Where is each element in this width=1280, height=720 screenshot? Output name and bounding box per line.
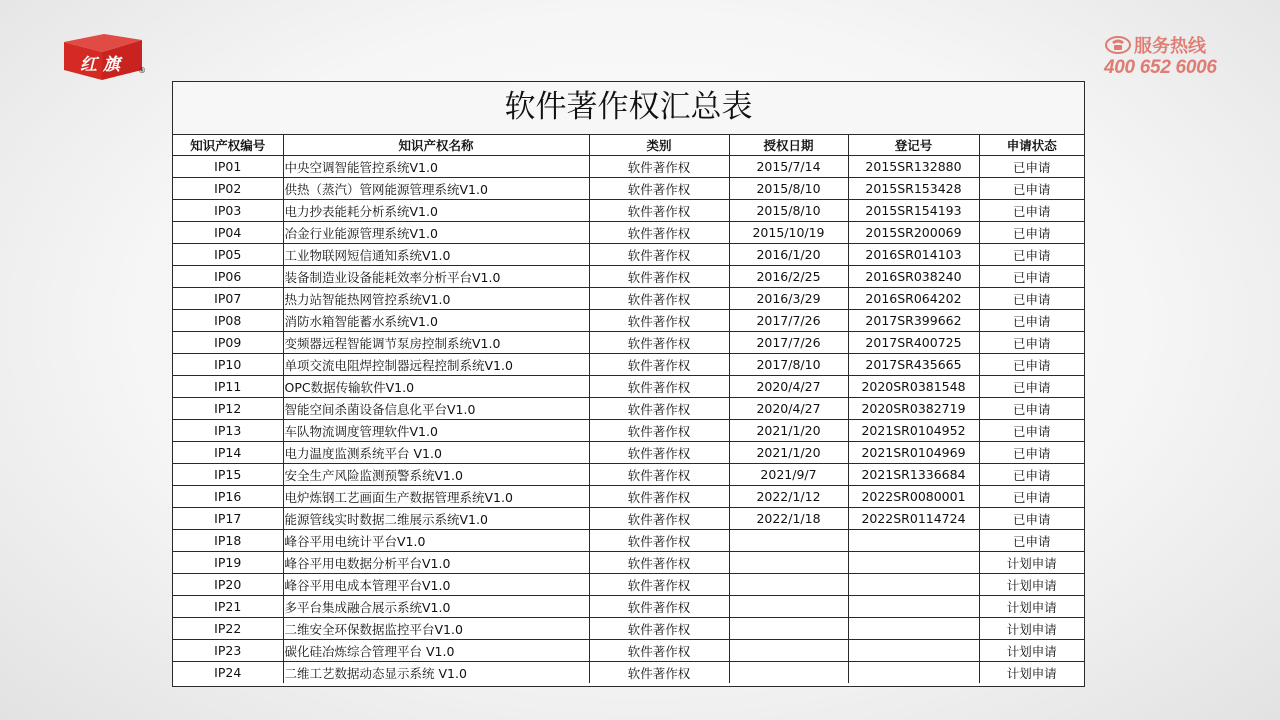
cell-registration-no: 2021SR1336684 xyxy=(848,464,979,486)
cell-grant-date xyxy=(729,552,848,574)
cell-status: 计划申请 xyxy=(979,574,1084,596)
cell-status: 已申请 xyxy=(979,244,1084,266)
cell-ip-id: IP17 xyxy=(173,508,283,530)
cell-grant-date xyxy=(729,662,848,684)
header-grant-date: 授权日期 xyxy=(729,135,848,156)
cell-category: 软件著作权 xyxy=(589,332,729,354)
cell-grant-date xyxy=(729,530,848,552)
cell-ip-id: IP05 xyxy=(173,244,283,266)
cell-status: 已申请 xyxy=(979,288,1084,310)
cell-ip-name: 碳化硅冶炼综合管理平台 V1.0 xyxy=(283,640,589,662)
table-row xyxy=(173,464,1084,486)
cell-registration-no: 2017SR400725 xyxy=(848,332,979,354)
cell-registration-no: 2021SR0104952 xyxy=(848,420,979,442)
cell-ip-id: IP01 xyxy=(173,156,283,178)
table-row xyxy=(173,156,1084,178)
cell-category: 软件著作权 xyxy=(589,508,729,530)
cell-ip-id: IP18 xyxy=(173,530,283,552)
table-row xyxy=(173,530,1084,552)
cell-category: 软件著作权 xyxy=(589,354,729,376)
table-row xyxy=(173,244,1084,266)
cell-category: 软件著作权 xyxy=(589,662,729,684)
cell-grant-date: 2016/2/25 xyxy=(729,266,848,288)
table-row xyxy=(173,508,1084,530)
cell-grant-date xyxy=(729,640,848,662)
cell-registration-no xyxy=(848,552,979,574)
cell-registration-no: 2022SR0080001 xyxy=(848,486,979,508)
table-row xyxy=(173,288,1084,310)
cell-ip-name: 热力站智能热网管控系统V1.0 xyxy=(283,288,589,310)
cell-ip-name: 峰谷平用电成本管理平台V1.0 xyxy=(283,574,589,596)
header-status: 申请状态 xyxy=(979,135,1084,156)
cell-registration-no: 2015SR154193 xyxy=(848,200,979,222)
cell-registration-no xyxy=(848,618,979,640)
cell-registration-no: 2020SR0381548 xyxy=(848,376,979,398)
cell-grant-date: 2020/4/27 xyxy=(729,376,848,398)
cell-registration-no xyxy=(848,596,979,618)
cell-grant-date xyxy=(729,618,848,640)
table-row xyxy=(173,354,1084,376)
table-row xyxy=(173,376,1084,398)
table-row xyxy=(173,420,1084,442)
cell-status: 已申请 xyxy=(979,530,1084,552)
cell-ip-id: IP16 xyxy=(173,486,283,508)
cell-status: 已申请 xyxy=(979,156,1084,178)
table-row xyxy=(173,442,1084,464)
cell-registration-no xyxy=(848,640,979,662)
cell-status: 计划申请 xyxy=(979,618,1084,640)
table-header-row xyxy=(173,135,1084,156)
table-row xyxy=(173,178,1084,200)
cell-ip-name: 智能空间杀菌设备信息化平台V1.0 xyxy=(283,398,589,420)
cell-ip-name: 变频器远程智能调节泵房控制系统V1.0 xyxy=(283,332,589,354)
sheet-title: 软件著作权汇总表 xyxy=(173,82,1084,135)
cell-status: 已申请 xyxy=(979,266,1084,288)
cell-category: 软件著作权 xyxy=(589,200,729,222)
cell-category: 软件著作权 xyxy=(589,618,729,640)
cell-category: 软件著作权 xyxy=(589,398,729,420)
cell-grant-date: 2021/1/20 xyxy=(729,420,848,442)
table-row xyxy=(173,618,1084,640)
cell-ip-name: 中央空调智能管控系统V1.0 xyxy=(283,156,589,178)
cell-ip-name: 单项交流电阻焊控制器远程控制系统V1.0 xyxy=(283,354,589,376)
cell-grant-date: 2017/8/10 xyxy=(729,354,848,376)
header-ip-name: 知识产权名称 xyxy=(283,135,589,156)
table-row xyxy=(173,574,1084,596)
cell-ip-name: 二维工艺数据动态显示系统 V1.0 xyxy=(283,662,589,684)
cell-status: 已申请 xyxy=(979,222,1084,244)
cell-status: 已申请 xyxy=(979,354,1084,376)
cell-grant-date: 2017/7/26 xyxy=(729,310,848,332)
cell-registration-no: 2022SR0114724 xyxy=(848,508,979,530)
cell-grant-date: 2015/7/14 xyxy=(729,156,848,178)
cell-grant-date: 2017/7/26 xyxy=(729,332,848,354)
cell-ip-name: 二维安全环保数据监控平台V1.0 xyxy=(283,618,589,640)
cell-ip-name: 多平台集成融合展示系统V1.0 xyxy=(283,596,589,618)
cell-category: 软件著作权 xyxy=(589,442,729,464)
cell-registration-no: 2016SR014103 xyxy=(848,244,979,266)
table-row xyxy=(173,552,1084,574)
cell-ip-id: IP23 xyxy=(173,640,283,662)
cell-grant-date: 2022/1/12 xyxy=(729,486,848,508)
cell-grant-date xyxy=(729,574,848,596)
cell-ip-id: IP20 xyxy=(173,574,283,596)
cell-ip-name: 车队物流调度管理软件V1.0 xyxy=(283,420,589,442)
cell-registration-no xyxy=(848,662,979,684)
cell-ip-id: IP14 xyxy=(173,442,283,464)
cell-status: 已申请 xyxy=(979,420,1084,442)
cell-ip-id: IP09 xyxy=(173,332,283,354)
cell-grant-date: 2015/10/19 xyxy=(729,222,848,244)
cell-ip-name: 安全生产风险监测预警系统V1.0 xyxy=(283,464,589,486)
hotline-label: 服务热线 xyxy=(1134,36,1206,56)
cell-registration-no: 2020SR0382719 xyxy=(848,398,979,420)
cell-ip-id: IP21 xyxy=(173,596,283,618)
cell-status: 已申请 xyxy=(979,376,1084,398)
cell-category: 软件著作权 xyxy=(589,420,729,442)
cell-ip-name: 电力温度监测系统平台 V1.0 xyxy=(283,442,589,464)
table-row xyxy=(173,310,1084,332)
cell-ip-id: IP11 xyxy=(173,376,283,398)
table-row xyxy=(173,662,1084,684)
cell-category: 软件著作权 xyxy=(589,574,729,596)
cell-registration-no: 2016SR064202 xyxy=(848,288,979,310)
copyright-table xyxy=(173,135,1084,683)
cell-ip-name: 冶金行业能源管理系统V1.0 xyxy=(283,222,589,244)
cell-grant-date: 2020/4/27 xyxy=(729,398,848,420)
cell-status: 计划申请 xyxy=(979,662,1084,684)
header-ip-id: 知识产权编号 xyxy=(173,135,283,156)
cell-registration-no: 2021SR0104969 xyxy=(848,442,979,464)
cell-ip-id: IP02 xyxy=(173,178,283,200)
phone-icon xyxy=(1104,35,1132,55)
cell-status: 计划申请 xyxy=(979,640,1084,662)
cell-category: 软件著作权 xyxy=(589,640,729,662)
hotline-number: 400 652 6006 xyxy=(1104,57,1217,78)
cell-grant-date: 2015/8/10 xyxy=(729,200,848,222)
cell-ip-id: IP06 xyxy=(173,266,283,288)
cell-status: 已申请 xyxy=(979,486,1084,508)
registered-mark: ® xyxy=(138,66,146,75)
cell-category: 软件著作权 xyxy=(589,486,729,508)
cell-ip-name: OPC数据传输软件V1.0 xyxy=(283,376,589,398)
cell-category: 软件著作权 xyxy=(589,156,729,178)
cell-category: 软件著作权 xyxy=(589,310,729,332)
table-row xyxy=(173,222,1084,244)
cell-ip-id: IP15 xyxy=(173,464,283,486)
cell-category: 软件著作权 xyxy=(589,530,729,552)
cell-category: 软件著作权 xyxy=(589,244,729,266)
cell-ip-id: IP13 xyxy=(173,420,283,442)
cell-ip-id: IP24 xyxy=(173,662,283,684)
cell-registration-no: 2017SR399662 xyxy=(848,310,979,332)
cell-ip-id: IP07 xyxy=(173,288,283,310)
cell-status: 计划申请 xyxy=(979,596,1084,618)
cell-ip-name: 消防水箱智能蓄水系统V1.0 xyxy=(283,310,589,332)
brand-logo xyxy=(62,34,148,82)
service-hotline xyxy=(1104,34,1224,80)
cell-ip-id: IP22 xyxy=(173,618,283,640)
cell-ip-name: 工业物联网短信通知系统V1.0 xyxy=(283,244,589,266)
cell-category: 软件著作权 xyxy=(589,266,729,288)
cell-status: 已申请 xyxy=(979,178,1084,200)
cell-status: 已申请 xyxy=(979,442,1084,464)
cell-ip-name: 供热（蒸汽）管网能源管理系统V1.0 xyxy=(283,178,589,200)
cell-ip-id: IP19 xyxy=(173,552,283,574)
cell-status: 已申请 xyxy=(979,310,1084,332)
table-row xyxy=(173,332,1084,354)
cell-ip-id: IP10 xyxy=(173,354,283,376)
cell-ip-id: IP08 xyxy=(173,310,283,332)
cell-status: 已申请 xyxy=(979,398,1084,420)
cell-registration-no: 2017SR435665 xyxy=(848,354,979,376)
cell-category: 软件著作权 xyxy=(589,552,729,574)
flag-logo-icon xyxy=(62,34,148,82)
cell-ip-name: 装备制造业设备能耗效率分析平台V1.0 xyxy=(283,266,589,288)
cell-grant-date: 2022/1/18 xyxy=(729,508,848,530)
cell-status: 已申请 xyxy=(979,508,1084,530)
table-row xyxy=(173,486,1084,508)
copyright-summary-sheet xyxy=(172,81,1085,687)
cell-ip-name: 峰谷平用电统计平台V1.0 xyxy=(283,530,589,552)
cell-registration-no xyxy=(848,530,979,552)
cell-category: 软件著作权 xyxy=(589,178,729,200)
cell-category: 软件著作权 xyxy=(589,464,729,486)
cell-registration-no: 2016SR038240 xyxy=(848,266,979,288)
header-category: 类别 xyxy=(589,135,729,156)
cell-ip-id: IP03 xyxy=(173,200,283,222)
table-row xyxy=(173,200,1084,222)
cell-ip-name: 峰谷平用电数据分析平台V1.0 xyxy=(283,552,589,574)
cell-category: 软件著作权 xyxy=(589,376,729,398)
cell-category: 软件著作权 xyxy=(589,222,729,244)
cell-category: 软件著作权 xyxy=(589,596,729,618)
header-registration-no: 登记号 xyxy=(848,135,979,156)
table-row xyxy=(173,640,1084,662)
cell-grant-date: 2015/8/10 xyxy=(729,178,848,200)
cell-grant-date: 2016/3/29 xyxy=(729,288,848,310)
cell-status: 已申请 xyxy=(979,332,1084,354)
cell-ip-name: 能源管线实时数据二维展示系统V1.0 xyxy=(283,508,589,530)
cell-grant-date: 2016/1/20 xyxy=(729,244,848,266)
cell-registration-no: 2015SR153428 xyxy=(848,178,979,200)
cell-ip-id: IP12 xyxy=(173,398,283,420)
cell-status: 计划申请 xyxy=(979,552,1084,574)
table-row xyxy=(173,266,1084,288)
table-row xyxy=(173,398,1084,420)
cell-registration-no: 2015SR200069 xyxy=(848,222,979,244)
cell-ip-name: 电炉炼钢工艺画面生产数据管理系统V1.0 xyxy=(283,486,589,508)
cell-grant-date: 2021/9/7 xyxy=(729,464,848,486)
cell-status: 已申请 xyxy=(979,200,1084,222)
cell-grant-date xyxy=(729,596,848,618)
table-row xyxy=(173,596,1084,618)
cell-registration-no xyxy=(848,574,979,596)
cell-ip-name: 电力抄表能耗分析系统V1.0 xyxy=(283,200,589,222)
cell-registration-no: 2015SR132880 xyxy=(848,156,979,178)
cell-grant-date: 2021/1/20 xyxy=(729,442,848,464)
logo-text: 红旗 xyxy=(80,55,126,75)
cell-ip-id: IP04 xyxy=(173,222,283,244)
cell-status: 已申请 xyxy=(979,464,1084,486)
cell-category: 软件著作权 xyxy=(589,288,729,310)
